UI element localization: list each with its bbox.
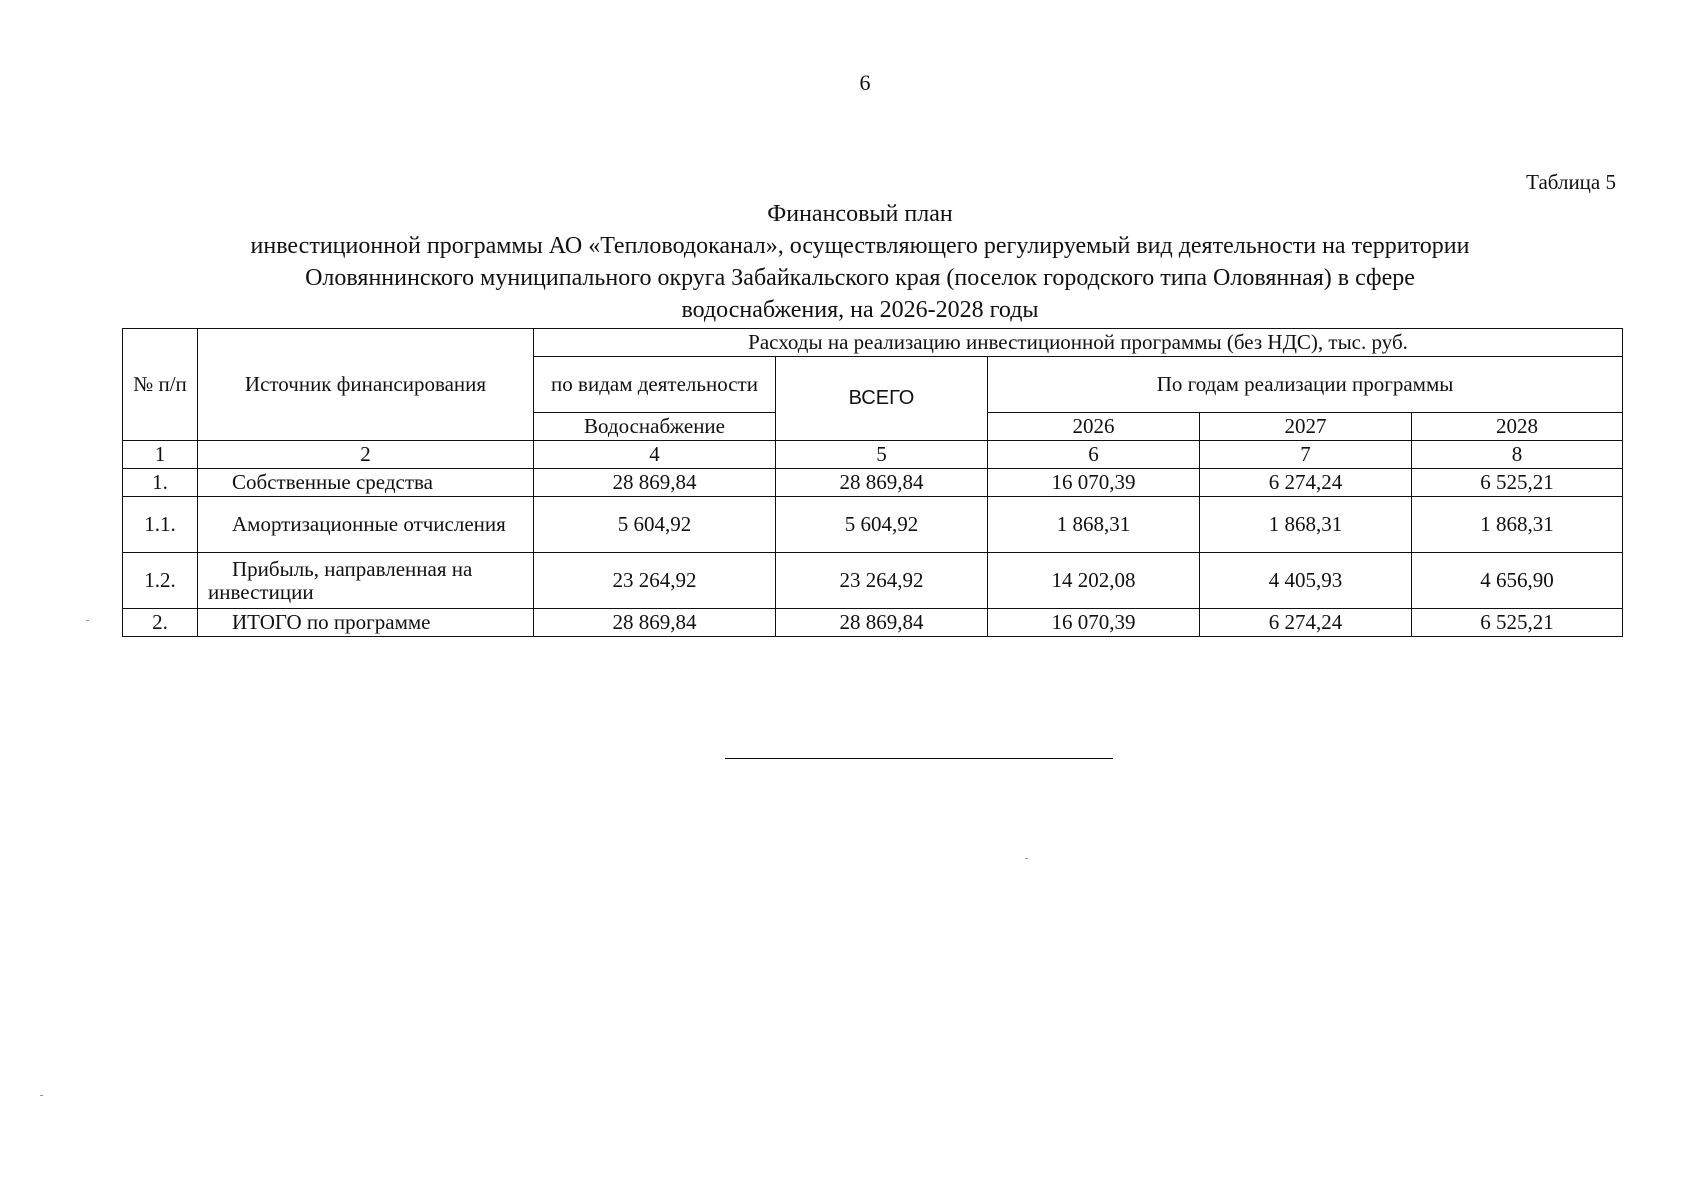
row-source: Прибыль, направленная на инвестиции [198,553,534,609]
header-num: № п/п [123,329,198,441]
col-number: 8 [1412,441,1623,469]
row-2027-value: 1 868,31 [1200,497,1412,553]
document-title [120,198,1600,326]
row-total-value: 28 869,84 [776,609,988,637]
title-line-3: Оловяннинского муниципального округа Забайкальского края (поселок городского типа Оловянная) в сфере [305,265,1415,291]
row-num: 1.2. [123,553,198,609]
title-line-1: Финансовый план [767,201,953,227]
header-year-2027: 2027 [1200,413,1412,441]
row-2028-value: 6 525,21 [1412,469,1623,497]
header-source: Источник финансирования [198,329,534,441]
table-row [123,497,1623,553]
row-2027-value: 6 274,24 [1200,469,1412,497]
row-2027-value: 4 405,93 [1200,553,1412,609]
financial-plan-table [122,328,1623,637]
table-row [123,553,1623,609]
row-num: 1. [123,469,198,497]
table-row-total [123,609,1623,637]
header-total: ВСЕГО [776,357,988,441]
row-source: ИТОГО по программе [198,609,534,637]
col-number: 4 [534,441,776,469]
row-activity-value: 23 264,92 [534,553,776,609]
scan-speck [86,620,89,621]
scan-speck [1025,858,1028,859]
row-2026-value: 16 070,39 [988,609,1200,637]
row-total-value: 5 604,92 [776,497,988,553]
row-2026-value: 1 868,31 [988,497,1200,553]
closing-rule [725,758,1113,759]
title-line-4: водоснабжения, на 2026-2028 годы [681,297,1039,323]
header-year-2028: 2028 [1412,413,1623,441]
row-num: 2. [123,609,198,637]
header-by-activity: по видам деятельности [534,357,776,413]
row-total-value: 23 264,92 [776,553,988,609]
row-2027-value: 6 274,24 [1200,609,1412,637]
scan-speck [40,1095,43,1096]
table-label: Таблица 5 [1526,170,1616,194]
header-by-years: По годам реализации программы [988,357,1623,413]
row-2028-value: 6 525,21 [1412,609,1623,637]
row-total-value: 28 869,84 [776,469,988,497]
row-source: Амортизационные отчисления [198,497,534,553]
row-activity-value: 5 604,92 [534,497,776,553]
header-row-1 [123,329,1623,357]
table-row [123,469,1623,497]
col-number: 6 [988,441,1200,469]
row-2028-value: 4 656,90 [1412,553,1623,609]
col-number: 2 [198,441,534,469]
col-number: 7 [1200,441,1412,469]
title-line-2: инвестиционной программы АО «Тепловодоканал», осуществляющего регулируемый вид деятельности на территории [250,233,1470,259]
row-activity-value: 28 869,84 [534,609,776,637]
col-number: 1 [123,441,198,469]
row-num: 1.1. [123,497,198,553]
column-numbers-row [123,441,1623,469]
col-number: 5 [776,441,988,469]
page-number: 6 [859,70,871,95]
header-year-2026: 2026 [988,413,1200,441]
row-source: Собственные средства [198,469,534,497]
row-2026-value: 14 202,08 [988,553,1200,609]
row-2028-value: 1 868,31 [1412,497,1623,553]
row-activity-value: 28 869,84 [534,469,776,497]
row-2026-value: 16 070,39 [988,469,1200,497]
header-water-supply: Водоснабжение [534,413,776,441]
header-expenses: Расходы на реализацию инвестиционной программы (без НДС), тыс. руб. [534,329,1623,357]
